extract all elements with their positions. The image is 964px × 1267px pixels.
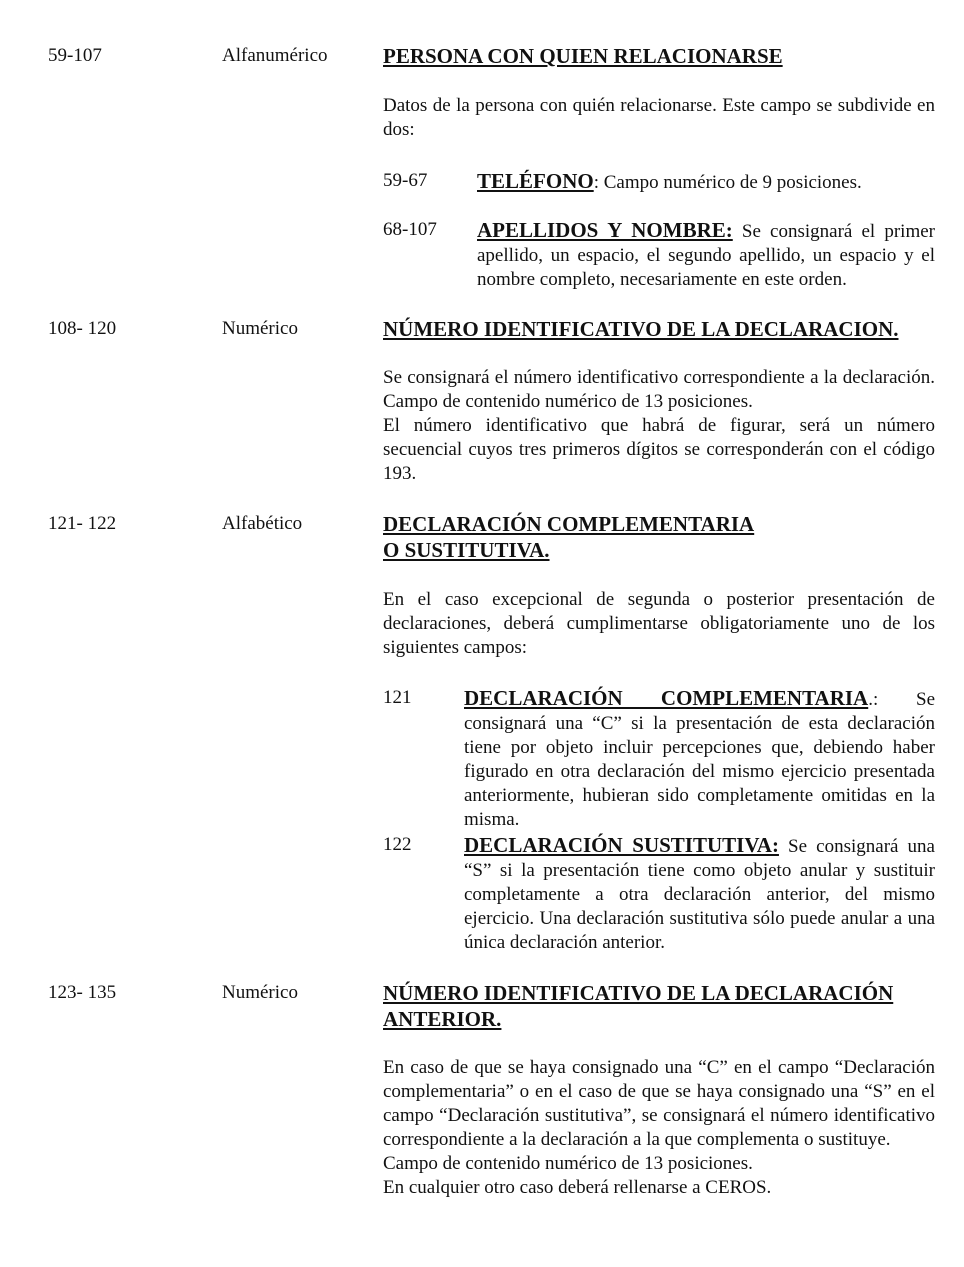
row-2-type: Numérico bbox=[222, 318, 298, 339]
row-3-description: En el caso excepcional de segunda o posterior presentación de declaraciones, deberá cumplimentarse obligatoriamente uno de los siguientes campos: bbox=[383, 589, 935, 658]
subfield-text: : Campo numérico de 9 posiciones. bbox=[593, 172, 862, 193]
row-1-description: Datos de la persona con quién relacionarse. Este campo se subdivide en dos: bbox=[383, 95, 935, 140]
row-3-type: Alfabético bbox=[222, 513, 303, 534]
subfield-position: 68-107 bbox=[383, 219, 437, 240]
row-4-position: 123- 135 bbox=[48, 982, 117, 1003]
subfield-position: 121 bbox=[383, 687, 412, 708]
row-2-description: Se consignará el número identificativo correspondiente a la declaración. Campo de contenido numérico de 13 posiciones. El número identificativo que habrá de figurar, será un número secuencial cuyos tres primeros dígitos se corresponderán con el código 193. bbox=[383, 367, 935, 484]
subfield-heading: DECLARACIÓN SUSTITUTIVA: bbox=[464, 833, 779, 857]
row-2-title: NÚMERO IDENTIFICATIVO DE LA DECLARACION. bbox=[383, 317, 899, 341]
row-2-position: 108- 120 bbox=[48, 318, 117, 339]
subfield-heading: APELLIDOS Y NOMBRE: bbox=[477, 218, 733, 242]
row-1-position: 59-107 bbox=[48, 45, 102, 66]
subfield-text: Se consignará el primer apellido, un espacio, el segundo apellido, un espacio y el nombre completo, necesariamente en este orden. bbox=[477, 221, 936, 290]
subfield-position: 122 bbox=[383, 834, 412, 855]
row-4-title: NÚMERO IDENTIFICATIVO DE LA DECLARACIÓN ANTERIOR. bbox=[383, 981, 894, 1031]
row-3-title: DECLARACIÓN COMPLEMENTARIA O SUSTITUTIVA. bbox=[383, 512, 755, 562]
row-1-type: Alfanumérico bbox=[222, 45, 328, 66]
subfield-heading: TELÉFONO bbox=[477, 169, 594, 193]
subfield-text: .: Se consignará una “C” si la presentación de esta declaración tiene por objeto incluir percepciones que, debiendo haber figurado en otra declaración del mismo ejercicio presentada anteriormente, hubieran sido completamente omitidas en la misma. bbox=[464, 689, 936, 830]
subfield-text: Se consignará una “S” si la presentación tiene como objeto anular y sustituir completamente a otra declaración anterior, del mismo ejercicio. Una declaración sustitutiva sólo puede anular a una única declaración anterior. bbox=[464, 836, 935, 953]
row-3-position: 121- 122 bbox=[48, 513, 117, 534]
row-4-description: En caso de que se haya consignado una “C” en el campo “Declaración complementaria” o en el caso de que se haya consignado una “S” en el campo “Declaración sustitutiva”, se consignará el número identificativo correspondiente a la declaración a la que complementa o sustituye. Campo de contenido numérico de 13 posiciones. En cualquier otro caso deberá rellenarse a CEROS. bbox=[383, 1057, 935, 1198]
subfield-position: 59-67 bbox=[383, 170, 428, 191]
subfield-heading: DECLARACIÓN COMPLEMENTARIA bbox=[464, 686, 869, 710]
row-1-title: PERSONA CON QUIEN RELACIONARSE bbox=[383, 44, 783, 68]
row-4-type: Numérico bbox=[222, 982, 298, 1003]
